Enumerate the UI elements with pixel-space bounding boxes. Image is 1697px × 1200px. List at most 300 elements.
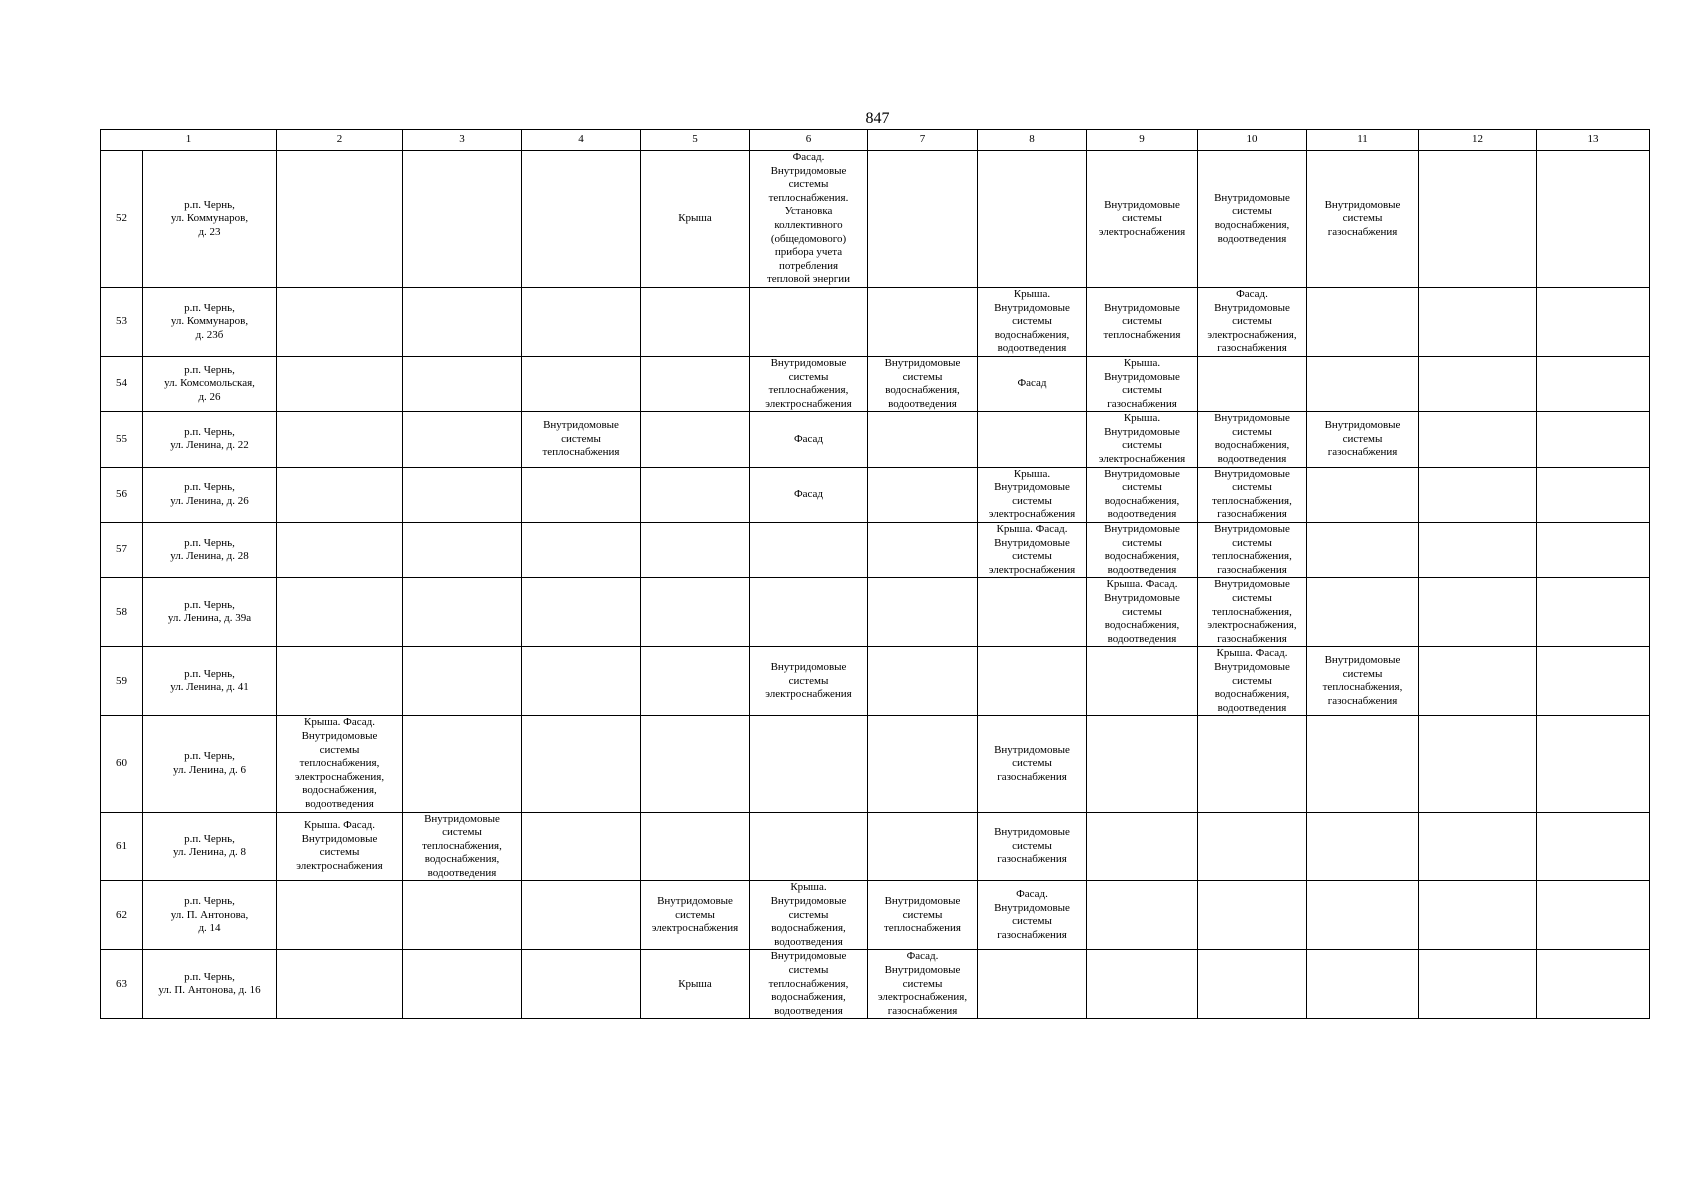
work-cell-col-5 [641, 356, 750, 411]
work-cell-col-9 [1087, 356, 1198, 411]
address-cell [143, 467, 277, 522]
address-cell [143, 812, 277, 881]
cell-text-line: системы [561, 432, 601, 445]
cell-text-line: системы [1012, 550, 1052, 563]
cell-text-line: системы [1122, 605, 1162, 618]
cell-text-line: системы [1122, 315, 1162, 328]
work-cell-col-8 [978, 881, 1087, 950]
cell-text-line: водоотведения [427, 866, 497, 879]
work-cell-col-9 [1087, 950, 1198, 1019]
cell-text-line: Крыша. [1123, 356, 1161, 369]
work-cell-col-7 [868, 578, 978, 647]
address-cell [143, 151, 277, 288]
work-cell-col-5 [641, 467, 750, 522]
table-row [101, 467, 1650, 522]
address-cell [143, 716, 277, 812]
work-cell-col-11 [1307, 356, 1419, 411]
work-cell-col-2 [277, 881, 403, 950]
cell-text-line: Внутридомовые [1324, 419, 1401, 432]
cell-text-line: водоотведения [305, 797, 374, 810]
work-cell-col-10 [1198, 356, 1307, 411]
work-cell-col-13 [1537, 647, 1650, 716]
cell-text-line: водоснабжения, [302, 784, 377, 797]
cell-text-line: системы [1342, 667, 1383, 680]
work-cell-col-3 [403, 412, 522, 467]
work-cell-col-13 [1537, 578, 1650, 647]
work-cell-col-3 [403, 523, 522, 578]
cell-text-line: системы [1122, 212, 1162, 225]
work-cell-col-6 [750, 151, 868, 288]
cell-text-line: газоснабжения [997, 770, 1067, 783]
table-row [101, 716, 1650, 812]
cell-text-line: системы [319, 846, 360, 859]
work-cell-col-7 [868, 412, 978, 467]
work-cell-col-2 [277, 467, 403, 522]
table-row [101, 412, 1650, 467]
work-cell-col-6 [750, 881, 868, 950]
cell-text-line: газоснабжения [1217, 342, 1287, 355]
work-cell-col-9 [1087, 467, 1198, 522]
table-row [101, 812, 1650, 881]
cell-text-line: электроснабжения [988, 563, 1076, 576]
row-number: 54 [101, 356, 143, 411]
work-cell-col-4 [522, 647, 641, 716]
work-cell-col-3 [403, 812, 522, 881]
cell-text-line: системы [1232, 592, 1272, 604]
work-cell-col-3 [403, 578, 522, 647]
cell-text-line: электроснабжения, [294, 770, 385, 783]
cell-text-line: Внутридомовые [770, 895, 847, 908]
work-cell-col-6 [750, 716, 868, 812]
cell-text-line: Фасад. [792, 151, 825, 163]
column-number-10: 10 [1198, 130, 1307, 151]
work-cell-col-13 [1537, 287, 1650, 356]
work-cell-col-11 [1307, 287, 1419, 356]
work-cell-col-12 [1419, 151, 1537, 288]
table-body [101, 151, 1650, 1019]
work-cell-col-10 [1198, 647, 1307, 716]
cell-text-line: Внутридомовые [1104, 370, 1180, 383]
work-cell-col-13 [1537, 412, 1650, 467]
cell-text-line: водоотведения [1217, 232, 1287, 245]
cell-text-line: коллективного [774, 218, 843, 231]
row-number: 63 [101, 950, 143, 1019]
work-cell-col-6 [750, 287, 868, 356]
cell-text-line: Внутридомовые [1214, 578, 1290, 591]
cell-text-line: Внутридомовые [543, 419, 619, 432]
cell-text-line: водоснабжения, [424, 853, 500, 866]
work-cell-col-9 [1087, 523, 1198, 578]
cell-text-line: электроснабжения [651, 922, 739, 935]
cell-text-line: водоотведения [1107, 632, 1177, 645]
cell-text-line: теплоснабжения, [1212, 550, 1292, 563]
cell-text-line: Внутридомовые [994, 301, 1070, 314]
cell-text-line: Внутридомовые [424, 812, 500, 825]
cell-text-line: Внутридомовые [1214, 660, 1290, 673]
work-cell-col-9 [1087, 881, 1198, 950]
cell-text-line: Внутридомовые [301, 832, 378, 845]
cell-text-line: Фасад. [1236, 287, 1268, 300]
row-number: 60 [101, 716, 143, 812]
cell-text-line: Внутридомовые [1214, 412, 1290, 425]
work-cell-col-12 [1419, 287, 1537, 356]
work-cell-col-4 [522, 412, 641, 467]
cell-text-line: водоснабжения, [994, 328, 1070, 341]
work-cell-col-11 [1307, 647, 1419, 716]
column-number-3: 3 [403, 130, 522, 151]
column-number-1: 1 [101, 130, 277, 151]
cell-text-line: электроснабжения [765, 688, 852, 701]
cell-text-line: теплоснабжения, [768, 384, 849, 397]
cell-text-line: Внутридомовые [1104, 198, 1180, 211]
table-row [101, 287, 1650, 356]
cell-text-line: системы [902, 370, 943, 383]
work-cell-col-6 [750, 812, 868, 881]
cell-text-line: Внутридомовые [1214, 301, 1290, 314]
cell-text-line: Внутридомовые [1324, 654, 1401, 667]
work-cell-col-3 [403, 716, 522, 812]
cell-text-line: Фасад [793, 488, 824, 501]
work-cell-col-8 [978, 716, 1087, 812]
cell-text-line: теплоснабжения [542, 446, 620, 459]
work-cell-col-5 [641, 950, 750, 1019]
cell-text-line: Крыша. Фасад. [1216, 647, 1288, 660]
table-row [101, 578, 1650, 647]
work-cell-col-9 [1087, 287, 1198, 356]
cell-text-line: р.п. Чернь, [184, 425, 235, 438]
work-cell-col-8 [978, 356, 1087, 411]
cell-text-line: газоснабжения [887, 1004, 958, 1017]
column-number-7: 7 [868, 130, 978, 151]
cell-text-line: газоснабжения [1107, 397, 1177, 410]
work-cell-col-5 [641, 881, 750, 950]
table-row [101, 647, 1650, 716]
cell-text-line: теплоснабжения. [768, 191, 849, 204]
cell-text-line: Внутридомовые [1104, 301, 1180, 314]
work-cell-col-3 [403, 356, 522, 411]
work-cell-col-5 [641, 151, 750, 288]
work-cell-col-2 [277, 578, 403, 647]
cell-text-line: Фасад. [906, 950, 939, 963]
address-cell [143, 412, 277, 467]
work-cell-col-2 [277, 356, 403, 411]
work-cell-col-2 [277, 950, 403, 1019]
work-cell-col-6 [750, 412, 868, 467]
cell-text-line: газоснабжения [1217, 508, 1287, 521]
work-cell-col-13 [1537, 523, 1650, 578]
work-cell-col-5 [641, 716, 750, 812]
work-cell-col-7 [868, 151, 978, 288]
cell-text-line: системы [1232, 425, 1272, 438]
cell-text-line: р.п. Чернь, [184, 832, 235, 845]
cell-text-line: Внутридомовые [994, 901, 1070, 914]
work-cell-col-7 [868, 881, 978, 950]
work-cell-col-12 [1419, 812, 1537, 881]
work-cell-col-4 [522, 287, 641, 356]
work-cell-col-11 [1307, 950, 1419, 1019]
column-number-9: 9 [1087, 130, 1198, 151]
work-cell-col-6 [750, 950, 868, 1019]
cell-text-line: р.п. Чернь, [184, 895, 235, 908]
work-cell-col-5 [641, 647, 750, 716]
work-cell-col-10 [1198, 287, 1307, 356]
cell-text-line: Внутридомовые [301, 729, 378, 742]
work-cell-col-12 [1419, 356, 1537, 411]
column-number-5: 5 [641, 130, 750, 151]
row-number: 56 [101, 467, 143, 522]
cell-text-line: системы [1122, 384, 1162, 397]
cell-text-line: Крыша. Фасад. [304, 819, 375, 832]
work-cell-col-3 [403, 287, 522, 356]
cell-text-line: (общедомового) [770, 232, 847, 245]
page-number: 847 [865, 110, 890, 127]
cell-text-line: электроснабжения [1098, 453, 1186, 466]
cell-text-line: Установка [784, 205, 833, 218]
cell-text-line: ул. Комсомольская, [164, 377, 255, 390]
cell-text-line: Фасад [1017, 377, 1047, 390]
cell-text-line: электроснабжения [1098, 225, 1186, 238]
work-cell-col-4 [522, 151, 641, 288]
work-cell-col-12 [1419, 716, 1537, 812]
cell-text-line: Крыша. [790, 881, 827, 894]
cell-text-line: ул. Ленина, д. 28 [170, 550, 249, 563]
cell-text-line: Внутридомовые [1104, 592, 1180, 604]
cell-text-line: Внутридомовые [770, 950, 847, 963]
column-number-8: 8 [978, 130, 1087, 151]
cell-text-line: водоотведения [1217, 701, 1287, 714]
work-cell-col-4 [522, 523, 641, 578]
work-cell-col-13 [1537, 881, 1650, 950]
work-cell-col-9 [1087, 412, 1198, 467]
work-cell-col-3 [403, 467, 522, 522]
work-cell-col-10 [1198, 950, 1307, 1019]
cell-text-line: системы [1232, 536, 1272, 549]
work-cell-col-13 [1537, 716, 1650, 812]
cell-text-line: газоснабжения [997, 929, 1067, 942]
cell-text-line: Крыша. [1013, 467, 1051, 480]
cell-text-line: водоотведения [774, 1004, 843, 1017]
cell-text-line: Внутридомовые [770, 660, 847, 673]
work-cell-col-3 [403, 950, 522, 1019]
cell-text-line: тепловой энергии [766, 273, 851, 286]
work-cell-col-8 [978, 812, 1087, 881]
cell-text-line: системы [902, 908, 943, 921]
address-cell [143, 950, 277, 1019]
cell-text-line: ул. Ленина, д. 8 [173, 846, 246, 859]
work-cell-col-8 [978, 151, 1087, 288]
cell-text-line: системы [675, 908, 715, 921]
work-cell-col-6 [750, 467, 868, 522]
cell-text-line: Крыша [678, 977, 712, 990]
work-cell-col-13 [1537, 950, 1650, 1019]
cell-text-line: системы [788, 370, 829, 383]
work-cell-col-2 [277, 287, 403, 356]
work-cell-col-13 [1537, 151, 1650, 288]
work-cell-col-8 [978, 578, 1087, 647]
work-cell-col-4 [522, 881, 641, 950]
work-cell-col-11 [1307, 812, 1419, 881]
cell-text-line: Внутридомовые [1324, 198, 1401, 211]
cell-text-line: газоснабжения [997, 853, 1067, 866]
work-cell-col-10 [1198, 467, 1307, 522]
work-cell-col-2 [277, 812, 403, 881]
cell-text-line: прибора учета [774, 246, 843, 259]
work-cell-col-2 [277, 716, 403, 812]
work-cell-col-3 [403, 647, 522, 716]
work-cell-col-13 [1537, 467, 1650, 522]
cell-text-line: теплоснабжения, [1322, 681, 1403, 694]
work-cell-col-7 [868, 812, 978, 881]
cell-text-line: Крыша. [1123, 412, 1161, 425]
cell-text-line: газоснабжения [1327, 446, 1398, 459]
cell-text-line: системы [1232, 315, 1272, 328]
cell-text-line: электроснабжения, [877, 991, 968, 1004]
work-cell-col-12 [1419, 412, 1537, 467]
cell-text-line: водоотведения [1217, 453, 1287, 466]
cell-text-line: Внутридомовые [884, 356, 961, 369]
work-cell-col-6 [750, 647, 868, 716]
cell-text-line: Фасад [793, 432, 824, 445]
cell-text-line: системы [1342, 212, 1383, 225]
cell-text-line: Крыша. Фасад. [1106, 578, 1178, 591]
work-cell-col-10 [1198, 151, 1307, 288]
address-cell [143, 287, 277, 356]
table-row [101, 151, 1650, 288]
cell-text-line: ул. Ленина, д. 39а [167, 612, 252, 625]
cell-text-line: водоотведения [997, 342, 1067, 355]
cell-text-line: системы [1122, 481, 1162, 494]
row-number: 59 [101, 647, 143, 716]
work-cell-col-11 [1307, 151, 1419, 288]
cell-text-line: ул. П. Антонова, д. 16 [158, 984, 261, 997]
row-number: 61 [101, 812, 143, 881]
work-cell-col-11 [1307, 467, 1419, 522]
cell-text-line: ул. П. Антонова, [170, 908, 249, 921]
cell-text-line: теплоснабжения, [299, 757, 380, 770]
cell-text-line: р.п. Чернь, [184, 750, 235, 763]
cell-text-line: р.п. Чернь, [184, 970, 235, 983]
cell-text-line: Внутридомовые [884, 964, 961, 977]
cell-text-line: водоснабжения, [771, 922, 846, 935]
work-cell-col-9 [1087, 812, 1198, 881]
cell-text-line: электроснабжения [988, 508, 1076, 521]
cell-text-line: электроснабжения [765, 397, 852, 410]
cell-text-line: водоснабжения, [885, 384, 960, 397]
work-cell-col-10 [1198, 578, 1307, 647]
work-cell-col-8 [978, 467, 1087, 522]
work-cell-col-11 [1307, 578, 1419, 647]
cell-text-line: Внутридомовые [1214, 467, 1290, 480]
cell-text-line: водоснабжения, [771, 991, 846, 1004]
cell-text-line: ул. Коммунаров, [170, 212, 249, 225]
work-cell-col-9 [1087, 716, 1198, 812]
cell-text-line: системы [788, 674, 829, 687]
cell-text-line: Внутридомовые [1214, 523, 1290, 536]
table-row [101, 881, 1650, 950]
work-cell-col-5 [641, 412, 750, 467]
cell-text-line: системы [1012, 315, 1052, 328]
cell-text-line: д. 26 [198, 390, 221, 403]
table-row [101, 523, 1650, 578]
work-cell-col-8 [978, 647, 1087, 716]
cell-text-line: Крыша [678, 212, 712, 225]
work-cell-col-10 [1198, 412, 1307, 467]
cell-text-line: системы [1232, 481, 1272, 494]
work-cell-col-3 [403, 151, 522, 288]
cell-text-line: системы [1012, 757, 1052, 770]
work-cell-col-10 [1198, 881, 1307, 950]
work-cell-col-4 [522, 812, 641, 881]
address-cell [143, 356, 277, 411]
cell-text-line: Внутридомовые [994, 826, 1070, 839]
cell-text-line: водоснабжения, [1214, 218, 1290, 231]
work-cell-col-5 [641, 812, 750, 881]
row-number: 58 [101, 578, 143, 647]
column-number-12: 12 [1419, 130, 1537, 151]
work-cell-col-13 [1537, 356, 1650, 411]
cell-text-line: системы [1232, 674, 1272, 687]
work-cell-col-10 [1198, 523, 1307, 578]
cell-text-line: системы [1012, 915, 1052, 928]
cell-text-line: р.п. Чернь, [184, 536, 235, 549]
work-cell-col-7 [868, 356, 978, 411]
cell-text-line: р.п. Чернь, [184, 598, 235, 611]
cell-text-line: Внутридомовые [994, 743, 1070, 756]
address-cell [143, 578, 277, 647]
cell-text-line: Внутридомовые [1214, 191, 1290, 204]
cell-text-line: Внутридомовые [770, 164, 847, 177]
column-number-row [101, 130, 1650, 151]
work-cell-col-12 [1419, 578, 1537, 647]
cell-text-line: Внутридомовые [657, 895, 733, 908]
work-cell-col-9 [1087, 578, 1198, 647]
work-cell-col-13 [1537, 812, 1650, 881]
work-cell-col-4 [522, 467, 641, 522]
cell-text-line: электроснабжения [296, 860, 383, 873]
cell-text-line: системы [1232, 205, 1272, 218]
work-cell-col-5 [641, 523, 750, 578]
cell-text-line: р.п. Чернь, [184, 301, 235, 314]
column-number-11: 11 [1307, 130, 1419, 151]
work-cell-col-12 [1419, 467, 1537, 522]
cell-text-line: газоснабжения [1327, 694, 1398, 707]
column-number-2: 2 [277, 130, 403, 151]
cell-text-line: системы [1122, 439, 1162, 452]
cell-text-line: Внутридомовые [994, 536, 1070, 549]
cell-text-line: теплоснабжения, [1212, 605, 1292, 618]
cell-text-line: р.п. Чернь, [184, 198, 235, 211]
column-number-6: 6 [750, 130, 868, 151]
work-cell-col-6 [750, 578, 868, 647]
work-cell-col-12 [1419, 950, 1537, 1019]
cell-text-line: системы [1012, 839, 1052, 852]
work-cell-col-9 [1087, 647, 1198, 716]
cell-text-line: водоснабжения, [1104, 619, 1180, 632]
cell-text-line: системы [319, 743, 360, 756]
work-cell-col-12 [1419, 647, 1537, 716]
row-number: 55 [101, 412, 143, 467]
work-cell-col-10 [1198, 812, 1307, 881]
work-cell-col-5 [641, 578, 750, 647]
work-cell-col-8 [978, 950, 1087, 1019]
cell-text-line: Внутридомовые [770, 356, 847, 369]
row-number: 53 [101, 287, 143, 356]
cell-text-line: водоотведения [774, 935, 843, 948]
cell-text-line: д. 23б [195, 328, 224, 341]
work-cell-col-8 [978, 523, 1087, 578]
work-cell-col-8 [978, 287, 1087, 356]
column-number-13: 13 [1537, 130, 1650, 151]
